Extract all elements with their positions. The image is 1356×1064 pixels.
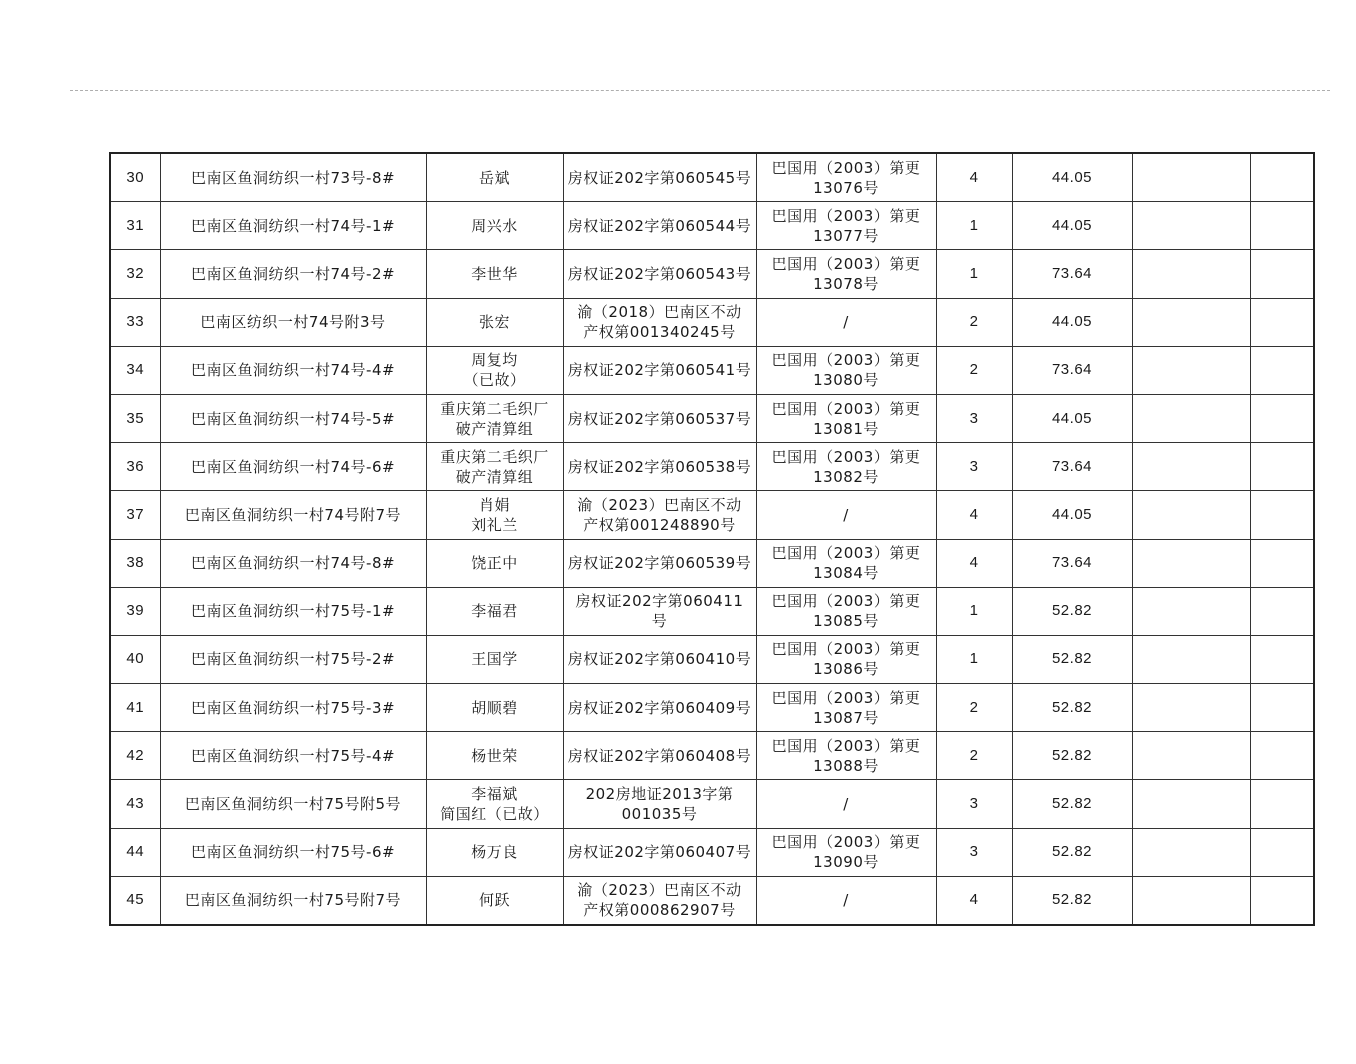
land-certificate-cell (756, 876, 936, 925)
house-certificate-line: 房权证202字第060544号 (567, 216, 752, 235)
owner-line: 饶正中 (471, 554, 518, 573)
area-cell: 52.82 (1012, 828, 1132, 876)
owner-cell (426, 250, 563, 298)
house-certificate-cell (563, 491, 756, 539)
owner-cell (426, 732, 563, 780)
blank-cell (1250, 491, 1314, 539)
blank-cell (1132, 443, 1250, 491)
blank-cell (1132, 780, 1250, 828)
house-certificate-line: 房权证202字第060407号 (567, 843, 752, 862)
area-cell: 44.05 (1012, 202, 1132, 250)
house-certificate-line: 房权证202字第060408号 (567, 746, 752, 765)
blank-cell (1132, 202, 1250, 250)
row-number-cell: 30 (110, 153, 160, 202)
row-number-cell: 32 (110, 250, 160, 298)
land-certificate-line: 13077号 (813, 226, 879, 245)
row-number-cell: 38 (110, 539, 160, 587)
land-certificate-line: 13081号 (813, 419, 879, 438)
blank-cell (1250, 876, 1314, 925)
house-certificate-cell (563, 828, 756, 876)
area-cell: 52.82 (1012, 732, 1132, 780)
row-number-cell: 33 (110, 298, 160, 346)
address-cell: 巴南区鱼洞纺织一村75号附5号 (160, 780, 426, 828)
area-cell: 52.82 (1012, 780, 1132, 828)
table-row (110, 876, 1314, 925)
row-number-cell: 39 (110, 587, 160, 635)
address-cell: 巴南区鱼洞纺织一村73号-8# (160, 153, 426, 202)
area-cell: 44.05 (1012, 491, 1132, 539)
table-row (110, 684, 1314, 732)
land-certificate-line: 巴国用（2003）第更 (771, 736, 921, 755)
house-certificate-line: 房权证202字第060545号 (567, 168, 752, 187)
address-cell: 巴南区鱼洞纺织一村75号-6# (160, 828, 426, 876)
house-certificate-cell (563, 346, 756, 394)
owner-line: 肖娟 (478, 495, 510, 514)
address-cell: 巴南区鱼洞纺织一村74号-1# (160, 202, 426, 250)
land-certificate-line: 13087号 (813, 708, 879, 727)
blank-cell (1132, 250, 1250, 298)
land-certificate-cell (756, 828, 936, 876)
house-certificate-cell (563, 780, 756, 828)
land-certificate-cell (756, 394, 936, 442)
land-certificate-cell (756, 780, 936, 828)
floor-cell: 1 (936, 635, 1012, 683)
house-certificate-line: 渝（2023）巴南区不动 (577, 495, 742, 514)
table-row (110, 298, 1314, 346)
land-certificate-line: 13088号 (813, 756, 879, 775)
land-certificate-line: 巴国用（2003）第更 (771, 833, 921, 852)
land-certificate-cell (756, 346, 936, 394)
address-cell: 巴南区鱼洞纺织一村74号-8# (160, 539, 426, 587)
land-certificate-cell (756, 587, 936, 635)
land-certificate-line: 13090号 (813, 853, 879, 872)
land-certificate-line: 13080号 (813, 371, 879, 390)
floor-cell: 1 (936, 587, 1012, 635)
house-certificate-line: 房权证202字第060541号 (567, 361, 752, 380)
address-cell: 巴南区鱼洞纺织一村75号-1# (160, 587, 426, 635)
address-cell: 巴南区纺织一村74号附3号 (160, 298, 426, 346)
floor-cell: 4 (936, 491, 1012, 539)
table-row (110, 732, 1314, 780)
land-certificate-line: / (843, 891, 849, 910)
floor-cell: 2 (936, 684, 1012, 732)
owner-cell (426, 539, 563, 587)
land-certificate-line: / (843, 313, 849, 332)
house-certificate-line: 房权证202字第060411 (575, 592, 744, 611)
area-cell: 52.82 (1012, 876, 1132, 925)
floor-cell: 4 (936, 539, 1012, 587)
owner-line: 王国学 (471, 650, 518, 669)
house-certificate-line: 房权证202字第060409号 (567, 698, 752, 717)
land-certificate-cell (756, 153, 936, 202)
owner-line: 何跃 (478, 891, 510, 910)
floor-cell: 2 (936, 732, 1012, 780)
blank-cell (1132, 539, 1250, 587)
land-certificate-line: 巴国用（2003）第更 (771, 544, 921, 563)
area-cell: 44.05 (1012, 153, 1132, 202)
floor-cell: 4 (936, 153, 1012, 202)
house-certificate-cell (563, 732, 756, 780)
blank-cell (1132, 684, 1250, 732)
property-table-wrapper (109, 152, 1315, 926)
owner-line: 刘礼兰 (471, 515, 518, 534)
blank-cell (1132, 298, 1250, 346)
area-cell: 52.82 (1012, 635, 1132, 683)
blank-cell (1250, 250, 1314, 298)
blank-cell (1132, 732, 1250, 780)
table-row (110, 828, 1314, 876)
floor-cell: 2 (936, 346, 1012, 394)
address-cell: 巴南区鱼洞纺织一村74号-4# (160, 346, 426, 394)
address-cell: 巴南区鱼洞纺织一村74号附7号 (160, 491, 426, 539)
house-certificate-line: 房权证202字第060410号 (567, 650, 752, 669)
table-row (110, 153, 1314, 202)
area-cell: 52.82 (1012, 684, 1132, 732)
land-certificate-line: 巴国用（2003）第更 (771, 206, 921, 225)
blank-cell (1132, 153, 1250, 202)
house-certificate-line: 产权第001248890号 (583, 515, 736, 534)
area-cell: 73.64 (1012, 250, 1132, 298)
land-certificate-line: 13082号 (813, 467, 879, 486)
address-cell: 巴南区鱼洞纺织一村74号-5# (160, 394, 426, 442)
area-cell: 44.05 (1012, 394, 1132, 442)
row-number-cell: 31 (110, 202, 160, 250)
area-cell: 44.05 (1012, 298, 1132, 346)
area-cell: 73.64 (1012, 346, 1132, 394)
area-cell: 52.82 (1012, 587, 1132, 635)
house-certificate-line: 房权证202字第060539号 (567, 554, 752, 573)
owner-line: 周兴水 (471, 216, 518, 235)
land-certificate-cell (756, 684, 936, 732)
table-row (110, 250, 1314, 298)
land-certificate-line: / (843, 505, 849, 524)
house-certificate-cell (563, 587, 756, 635)
land-certificate-cell (756, 635, 936, 683)
land-certificate-cell (756, 491, 936, 539)
house-certificate-line: 房权证202字第060537号 (567, 409, 752, 428)
floor-cell: 3 (936, 780, 1012, 828)
owner-cell (426, 587, 563, 635)
blank-cell (1132, 394, 1250, 442)
row-number-cell: 42 (110, 732, 160, 780)
row-number-cell: 36 (110, 443, 160, 491)
scan-artifact-line (70, 90, 1330, 91)
table-row (110, 346, 1314, 394)
blank-cell (1250, 732, 1314, 780)
land-certificate-line: 巴国用（2003）第更 (771, 640, 921, 659)
owner-line: 重庆第二毛织厂 (440, 447, 549, 466)
blank-cell (1250, 394, 1314, 442)
owner-line: 破产清算组 (455, 467, 534, 486)
floor-cell: 3 (936, 394, 1012, 442)
land-certificate-line: / (843, 795, 849, 814)
land-certificate-line: 13086号 (813, 660, 879, 679)
table-row (110, 394, 1314, 442)
owner-line: 杨万良 (471, 843, 518, 862)
floor-cell: 3 (936, 443, 1012, 491)
blank-cell (1132, 876, 1250, 925)
blank-cell (1250, 539, 1314, 587)
owner-line: （已故） (463, 371, 526, 390)
owner-cell (426, 202, 563, 250)
owner-cell (426, 491, 563, 539)
owner-cell (426, 635, 563, 683)
owner-cell (426, 298, 563, 346)
blank-cell (1250, 635, 1314, 683)
blank-cell (1250, 202, 1314, 250)
land-certificate-line: 巴国用（2003）第更 (771, 351, 921, 370)
table-row (110, 539, 1314, 587)
land-certificate-cell (756, 202, 936, 250)
owner-cell (426, 346, 563, 394)
table-row (110, 587, 1314, 635)
land-certificate-line: 13078号 (813, 274, 879, 293)
land-certificate-cell (756, 250, 936, 298)
owner-line: 张宏 (478, 313, 510, 332)
house-certificate-cell (563, 153, 756, 202)
row-number-cell: 45 (110, 876, 160, 925)
row-number-cell: 44 (110, 828, 160, 876)
floor-cell: 4 (936, 876, 1012, 925)
land-certificate-line: 巴国用（2003）第更 (771, 158, 921, 177)
owner-line: 简国红（已故） (440, 805, 549, 824)
blank-cell (1250, 684, 1314, 732)
land-certificate-cell (756, 539, 936, 587)
blank-cell (1250, 587, 1314, 635)
house-certificate-line: 号 (651, 612, 668, 631)
blank-cell (1132, 346, 1250, 394)
land-certificate-cell (756, 298, 936, 346)
row-number-cell: 37 (110, 491, 160, 539)
row-number-cell: 35 (110, 394, 160, 442)
blank-cell (1132, 828, 1250, 876)
owner-line: 胡顺碧 (471, 698, 518, 717)
owner-cell (426, 394, 563, 442)
address-cell: 巴南区鱼洞纺织一村75号-2# (160, 635, 426, 683)
owner-line: 李世华 (471, 264, 518, 283)
blank-cell (1250, 443, 1314, 491)
owner-line: 破产清算组 (455, 419, 534, 438)
land-certificate-cell (756, 732, 936, 780)
owner-line: 重庆第二毛织厂 (440, 399, 549, 418)
owner-cell (426, 153, 563, 202)
house-certificate-cell (563, 394, 756, 442)
table-row (110, 443, 1314, 491)
owner-cell (426, 780, 563, 828)
land-certificate-line: 巴国用（2003）第更 (771, 688, 921, 707)
owner-cell (426, 876, 563, 925)
address-cell: 巴南区鱼洞纺织一村74号-2# (160, 250, 426, 298)
owner-line: 李福斌 (471, 785, 518, 804)
table-row (110, 491, 1314, 539)
house-certificate-line: 渝（2018）巴南区不动 (577, 303, 742, 322)
blank-cell (1250, 298, 1314, 346)
floor-cell: 2 (936, 298, 1012, 346)
blank-cell (1132, 587, 1250, 635)
blank-cell (1250, 153, 1314, 202)
owner-line: 周复均 (471, 351, 518, 370)
land-certificate-line: 13085号 (813, 612, 879, 631)
house-certificate-line: 产权第000862907号 (583, 901, 736, 920)
house-certificate-line: 房权证202字第060538号 (567, 457, 752, 476)
property-registry-table (109, 152, 1315, 926)
blank-cell (1132, 491, 1250, 539)
row-number-cell: 41 (110, 684, 160, 732)
house-certificate-cell (563, 250, 756, 298)
house-certificate-line: 001035号 (621, 805, 698, 824)
owner-line: 岳斌 (478, 168, 510, 187)
floor-cell: 1 (936, 250, 1012, 298)
area-cell: 73.64 (1012, 539, 1132, 587)
house-certificate-cell (563, 539, 756, 587)
address-cell: 巴南区鱼洞纺织一村75号附7号 (160, 876, 426, 925)
address-cell: 巴南区鱼洞纺织一村74号-6# (160, 443, 426, 491)
owner-line: 杨世荣 (471, 746, 518, 765)
house-certificate-cell (563, 876, 756, 925)
house-certificate-line: 渝（2023）巴南区不动 (577, 881, 742, 900)
area-cell: 73.64 (1012, 443, 1132, 491)
house-certificate-cell (563, 443, 756, 491)
house-certificate-line: 产权第001340245号 (583, 323, 736, 342)
blank-cell (1250, 780, 1314, 828)
house-certificate-cell (563, 202, 756, 250)
land-certificate-line: 13076号 (813, 178, 879, 197)
floor-cell: 3 (936, 828, 1012, 876)
floor-cell: 1 (936, 202, 1012, 250)
table-row (110, 780, 1314, 828)
owner-cell (426, 684, 563, 732)
land-certificate-line: 巴国用（2003）第更 (771, 447, 921, 466)
address-cell: 巴南区鱼洞纺织一村75号-4# (160, 732, 426, 780)
table-body (110, 153, 1314, 925)
house-certificate-cell (563, 684, 756, 732)
owner-cell (426, 443, 563, 491)
table-row (110, 202, 1314, 250)
row-number-cell: 43 (110, 780, 160, 828)
house-certificate-cell (563, 298, 756, 346)
blank-cell (1132, 635, 1250, 683)
blank-cell (1250, 828, 1314, 876)
owner-cell (426, 828, 563, 876)
land-certificate-line: 巴国用（2003）第更 (771, 399, 921, 418)
row-number-cell: 40 (110, 635, 160, 683)
address-cell: 巴南区鱼洞纺织一村75号-3# (160, 684, 426, 732)
land-certificate-line: 13084号 (813, 564, 879, 583)
land-certificate-line: 巴国用（2003）第更 (771, 254, 921, 273)
land-certificate-cell (756, 443, 936, 491)
owner-line: 李福君 (471, 602, 518, 621)
row-number-cell: 34 (110, 346, 160, 394)
house-certificate-line: 房权证202字第060543号 (567, 264, 752, 283)
table-row (110, 635, 1314, 683)
house-certificate-line: 202房地证2013字第 (585, 785, 734, 804)
blank-cell (1250, 346, 1314, 394)
land-certificate-line: 巴国用（2003）第更 (771, 592, 921, 611)
house-certificate-cell (563, 635, 756, 683)
